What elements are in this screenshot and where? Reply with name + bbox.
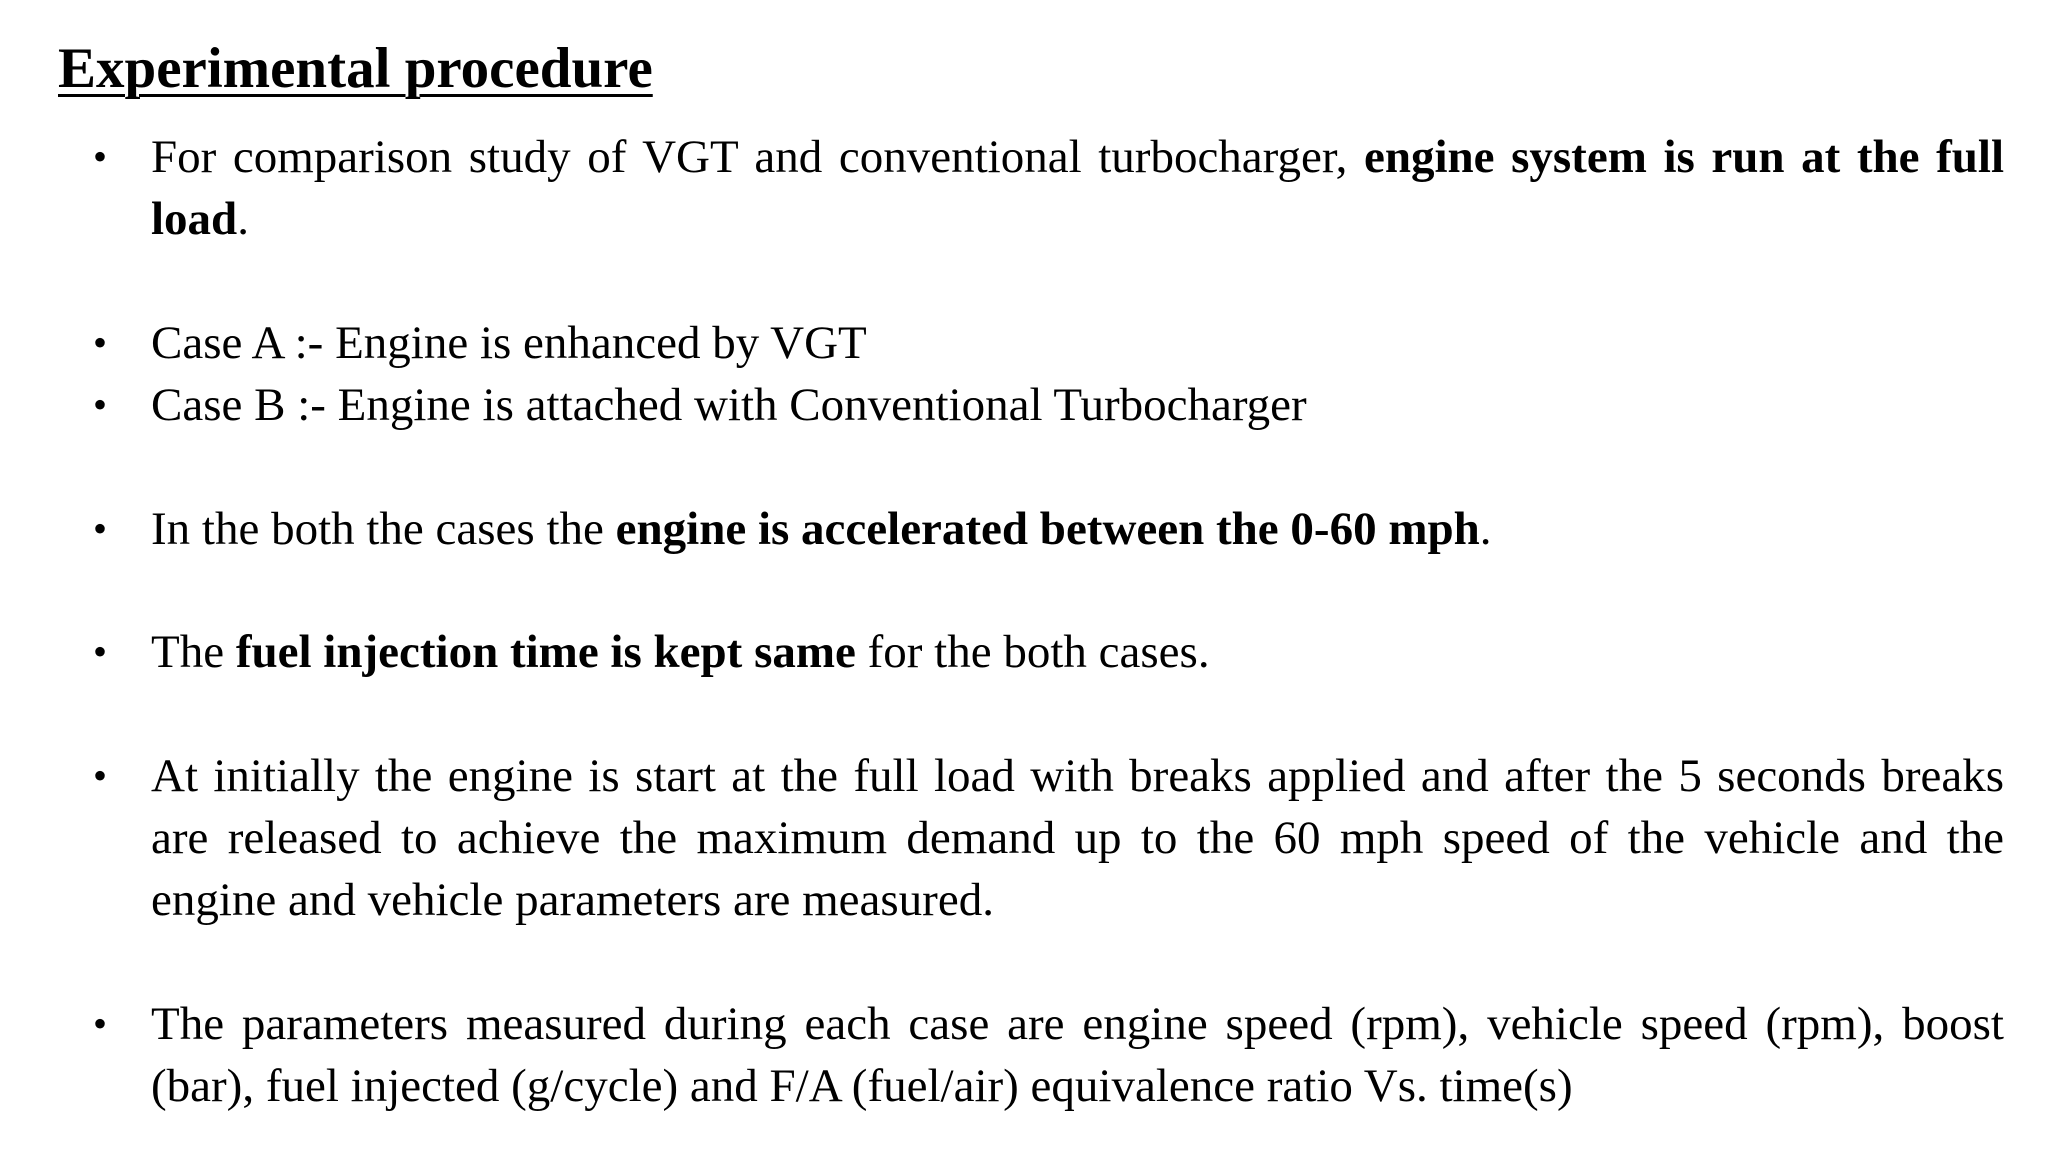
- text-run: For comparison study of VGT and conventional turbocharger,: [151, 131, 1364, 183]
- text-run: .: [237, 193, 249, 245]
- bullet-icon: •: [92, 753, 107, 798]
- bullet-icon: •: [92, 506, 107, 551]
- list-item-text: [151, 621, 2004, 683]
- text-run: The: [151, 626, 236, 678]
- list-item-text: [151, 745, 2004, 931]
- list-item-text: [151, 993, 2004, 1117]
- text-run: Case B :- Engine is attached with Conventional Turbocharger: [151, 379, 1307, 431]
- text-run: In the both the cases the: [151, 503, 616, 555]
- bullet-icon: •: [92, 1001, 107, 1046]
- list-item-text: [151, 498, 2004, 560]
- list-item-text: [151, 126, 2004, 250]
- text-run: Case A :- Engine is enhanced by VGT: [151, 317, 867, 369]
- bullet-icon: •: [92, 382, 107, 427]
- bullet-icon: •: [92, 629, 107, 674]
- list-item-text: [151, 374, 2004, 436]
- bullet-icon: •: [92, 320, 107, 365]
- text-run: .: [1479, 503, 1492, 555]
- bold-text-run: engine system is run at the full load: [151, 131, 2005, 245]
- text-run: The parameters measured during each case are engine speed (rpm), vehicle speed (rpm), boost (bar), fuel injected (g/cycle) and F/A (fuel/air) equivalence ratio Vs. time(s): [151, 998, 2004, 1112]
- text-run: At initially the engine is start at the full load with breaks applied and after the 5 seconds breaks are released to achieve the maximum demand up to the 60 mph speed of the vehicle and the engine and vehicle parameters are measured.: [151, 750, 2004, 926]
- bullet-icon: •: [92, 134, 107, 179]
- bold-text-run: engine is accelerated between the 0-60 mph: [615, 503, 1480, 555]
- page-title: Experimental procedure: [58, 37, 653, 100]
- bold-text-run: fuel injection time is kept same: [235, 626, 856, 678]
- list-item-text: [151, 312, 2004, 374]
- text-run: for the both cases.: [855, 626, 1210, 678]
